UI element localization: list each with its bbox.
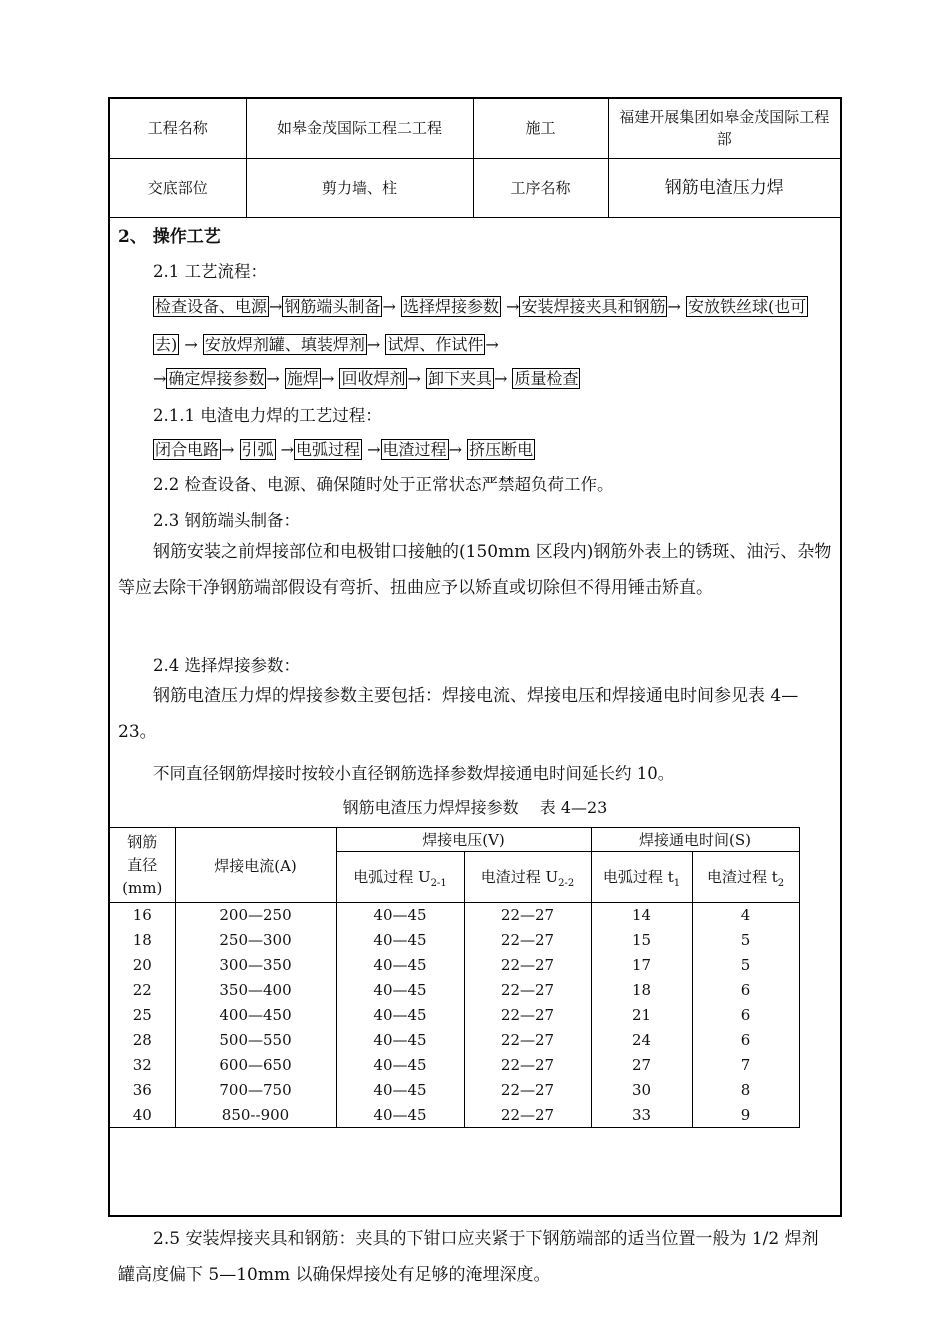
header-current: 焊接电流(A) — [175, 828, 336, 903]
table-caption: 钢筋电渣压力焊焊接参数 表 4—23 — [342, 798, 608, 817]
label-construction: 施工 — [473, 99, 608, 158]
table-row: 22 350—400 40—45 22—27 18 6 — [110, 978, 799, 1003]
flow-step: 卸下夹具 — [427, 369, 492, 388]
flow-step: 确定焊接参数 — [168, 369, 265, 388]
flow-line-3: → 确定焊接参数 → 施焊 → 回收焊剂 → 卸下夹具 → 质量检查 — [153, 369, 579, 388]
flow-step: 电弧过程 — [296, 440, 361, 459]
flow-step: 安装焊接夹具和钢筋 — [521, 297, 666, 316]
value-construction: 福建开展集团如皋金茂国际工程部 — [608, 99, 840, 158]
value-project-name: 如皋金茂国际工程二工程 — [246, 99, 473, 158]
table-row: 20 300—350 40—45 22—27 17 5 — [110, 953, 799, 978]
flow-step: 挤压断电 — [469, 440, 534, 459]
flow-step: 回收焊剂 — [341, 369, 406, 388]
paragraph-2-4: 钢筋电渣压力焊的焊接参数主要包括：焊接电流、焊接电压和焊接通电时间参见表 4—23。 — [118, 686, 799, 742]
flow-step: 电渣过程 — [382, 440, 447, 459]
subsection-2-4: 2.4 选择焊接参数： — [153, 656, 300, 675]
flow-line-2: 去) → 安放焊剂罐、填装焊剂 → 试焊、作试件 → — [155, 335, 499, 354]
value-location: 剪力墙、柱 — [246, 158, 473, 217]
paragraph-2-5: 2.5 安装焊接夹具和钢筋：夹具的下钳口应夹紧于下钢筋端部的适当位置一般为 1/2 焊剂罐高度偏下 5—10mm 以确保焊接处有足够的淹埋深度。 — [118, 1229, 819, 1285]
header-voltage: 焊接电压(V) — [336, 828, 591, 852]
flow-step: 选择焊接参数 — [402, 297, 499, 316]
label-project-name: 工程名称 — [110, 99, 246, 158]
flow-step: 安放焊剂罐、填装焊剂 — [204, 335, 365, 354]
table-row: 32 600—650 40—45 22—27 27 7 — [110, 1052, 799, 1077]
table-row: 40 850--900 40—45 22—27 33 9 — [110, 1102, 799, 1127]
flow-step: 去) — [155, 335, 178, 354]
parameter-table — [110, 827, 800, 1128]
table-row: 28 500—550 40—45 22—27 24 6 — [110, 1027, 799, 1052]
subsection-2-1-1: 2.1.1 电渣电力焊的工艺过程： — [153, 406, 382, 425]
paragraph-2-3: 钢筋安装之前焊接部位和电极钳口接触的(150mm 区段内)钢筋外表上的锈斑、油污、杂物等应去除干净钢筋端部假设有弯折、扭曲应予以矫直或切除但不得用锤击矫直。 — [118, 542, 832, 598]
table-row: 36 700—750 40—45 22—27 30 8 — [110, 1077, 799, 1102]
value-process: 钢筋电渣压力焊 — [608, 158, 840, 217]
subsection-2-2: 2.2 检查设备、电源、确保随时处于正常状态严禁超负荷工作。 — [153, 475, 614, 494]
header-time: 焊接通电时间(S) — [591, 828, 799, 852]
header-slag-time: 电渣过程 $t_2$ — [692, 852, 799, 903]
label-location: 交底部位 — [110, 158, 246, 217]
flow-step: 检查设备、电源 — [155, 297, 268, 316]
flow-line-1: 检查设备、电源 → 钢筋端头制备 → 选择焊接参数 → 安装焊接夹具和钢筋 → 安放铁丝球(也可 — [155, 297, 807, 316]
flow-line-4: 闭合电路 → 引弧 → 电弧过程 → 电渣过程 → 挤压断电 — [155, 440, 534, 459]
table-row: 25 400—450 40—45 22—27 21 6 — [110, 1003, 799, 1028]
document-frame — [108, 97, 842, 1285]
label-process: 工序名称 — [473, 158, 608, 217]
flow-step: 安放铁丝球(也可 — [687, 297, 807, 316]
flow-step: 引弧 — [241, 440, 274, 459]
header-arc-time: 电弧过程 $t_1$ — [591, 852, 692, 903]
subsection-2-1: 2.1 工艺流程： — [153, 262, 267, 281]
header-table — [110, 99, 840, 218]
subsection-2-3: 2.3 钢筋端头制备： — [153, 511, 300, 530]
section-title: 2、 操作工艺 — [118, 227, 221, 247]
table-row: 16 200—250 40—45 22—27 14 4 — [110, 903, 799, 928]
flow-step: 质量检查 — [514, 369, 579, 388]
flow-step: 闭合电路 — [155, 440, 220, 459]
flow-step: 试焊、作试件 — [387, 335, 484, 354]
header-slag-voltage: 电渣过程 $U_{2-2}$ — [464, 852, 591, 903]
flow-step: 施焊 — [286, 369, 319, 388]
header-diameter: 钢筋 直径 (mm) — [110, 828, 175, 903]
paragraph-2-4-note: 不同直径钢筋焊接时按较小直径钢筋选择参数焊接通电时间延长约 10。 — [153, 764, 675, 783]
table-row: 18 250—300 40—45 22—27 15 5 — [110, 928, 799, 953]
header-arc-voltage: 电弧过程 $U_{2-1}$ — [336, 852, 464, 903]
flow-step: 钢筋端头制备 — [284, 297, 381, 316]
